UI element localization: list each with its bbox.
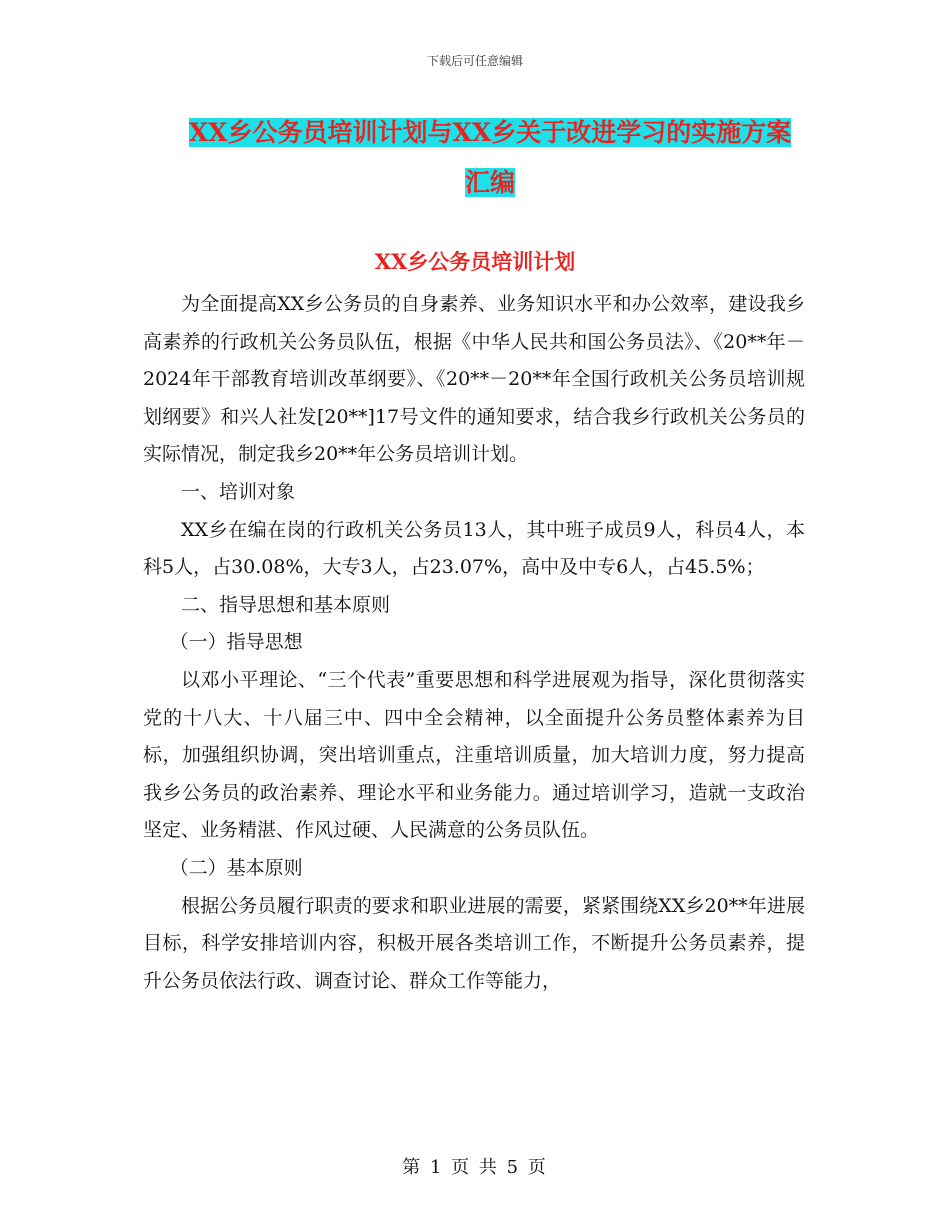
subheading-basic-principles: （二）基本原则: [169, 856, 303, 879]
paragraph-basic-principles: 根据公务员履行职责的要求和职业进展的需要，紧紧围绕XX乡20**年进展目标，科学安排培训内容，积极开展各类培训工作，不断提升公务员素养，提升公务员依法行政、调查讨论、群众工作等能力，: [143, 894, 805, 992]
heading-training-target: 一、培训对象: [181, 480, 296, 503]
document-title: [140, 108, 840, 208]
paragraph-training-target: XX乡在编在岗的行政机关公务员13人，其中班子成员9人，科员4人，本科5人，占30.08%，大专3人，占23.07%，高中及中专6人，占45.5%；: [143, 518, 805, 579]
document-title-line2: 汇编: [464, 168, 515, 197]
document-body: [143, 286, 805, 1000]
page-header-note: 下载后可任意编辑: [426, 54, 523, 68]
subheading-guiding-ideology: （一）指导思想: [169, 631, 303, 654]
document-title-line1: XX乡公务员培训计划与XX乡关于改进学习的实施方案: [188, 118, 792, 147]
section-title: XX乡公务员培训计划: [374, 249, 576, 274]
paragraph-intro: 为全面提高XX乡公务员的自身素养、业务知识水平和办公效率，建设我乡高素养的行政机关公务员队伍，根据《中华人民共和国公务员法》、《20**年－2024年干部教育培训改革纲要》、《20**－20**年全国行政机关公务员培训规划纲要》和兴人社发[20**]17号文件的通知要求，结合我乡行政机关公务员的实际情况，制定我乡20**年公务员培训计划。: [143, 293, 805, 466]
page-number-footer: 第 1 页 共 5 页: [402, 1157, 548, 1178]
heading-guiding-principles: 二、指导思想和基本原则: [181, 593, 391, 616]
paragraph-guiding-ideology: 以邓小平理论、“三个代表”重要思想和科学进展观为指导，深化贯彻落实党的十八大、十八届三中、四中全会精神，以全面提升公务员整体素养为目标，加强组织协调，突出培训重点，注重培训质量，加大培训力度，努力提高我乡公务员的政治素养、理论水平和业务能力。通过培训学习，造就一支政治坚定、业务精湛、作风过硬、人民满意的公务员队伍。: [143, 668, 805, 842]
